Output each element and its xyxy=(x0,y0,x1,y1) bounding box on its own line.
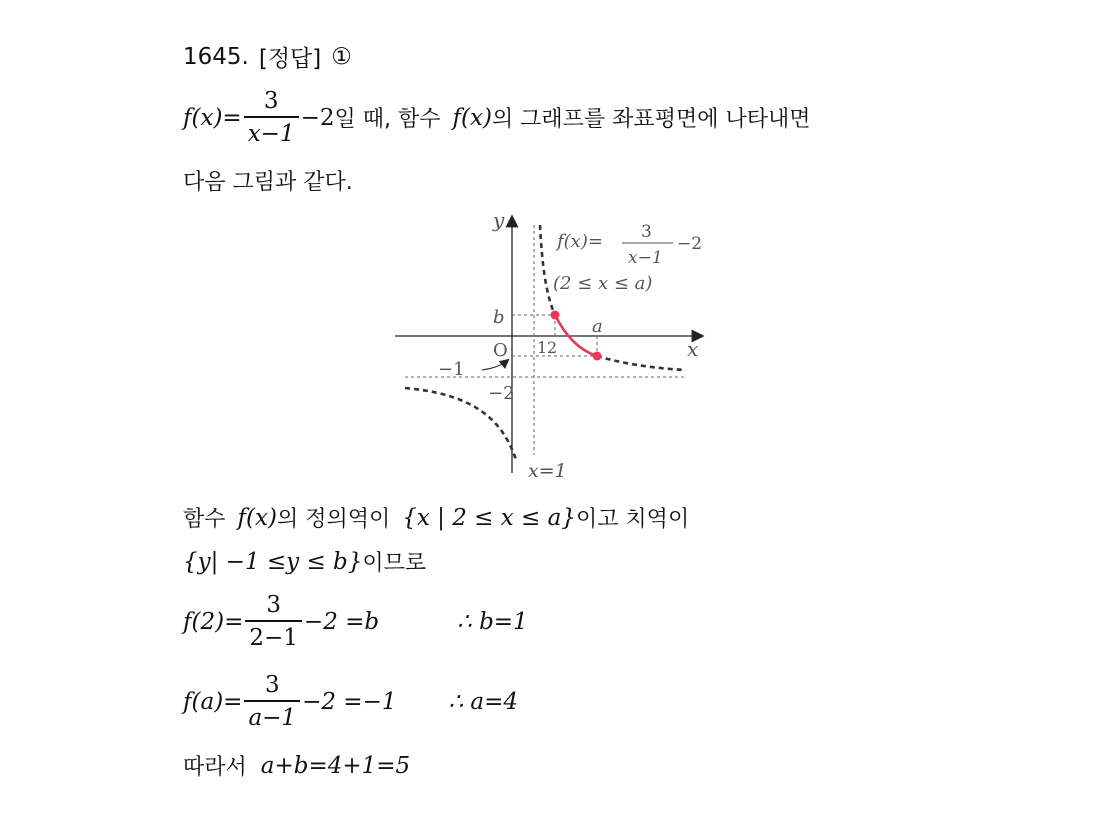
endpoint-start xyxy=(551,311,560,320)
graph-func-tail: −2 xyxy=(677,234,703,254)
intro-line2 xyxy=(183,165,353,196)
answer-label: [정답] xyxy=(258,46,322,72)
intro-func-lhs: f(x)= xyxy=(183,104,242,131)
tick-label-b: b xyxy=(493,307,505,328)
function-graph xyxy=(390,205,720,485)
intro-text1: 일 때, 함수 xyxy=(334,107,441,133)
eq2-num: 3 xyxy=(264,672,280,698)
graph-func-den: x−1 xyxy=(628,248,663,268)
eq1-den: 2−1 xyxy=(249,624,298,651)
eq2-rhs: −2 =−1 xyxy=(302,688,397,715)
equation-2 xyxy=(183,670,518,734)
y-axis-label: y xyxy=(493,208,505,232)
intro-func-name: f(x) xyxy=(452,104,492,131)
body-t4: 이므로 xyxy=(362,551,427,576)
graph-domain: (2 ≤ x ≤ a) xyxy=(553,273,653,294)
endpoint-end xyxy=(593,352,602,361)
range-line xyxy=(183,546,426,577)
right-branch-lower xyxy=(597,356,685,370)
eq2-result: ∴ a=4 xyxy=(448,688,519,715)
eq2-fraction xyxy=(244,670,300,734)
intro-frac-num: 3 xyxy=(263,88,279,114)
eq1-result: ∴ b=1 xyxy=(457,608,528,635)
range-set: {y| −1 ≤y ≤ b} xyxy=(183,548,363,575)
intro-frac-den: x−1 xyxy=(247,120,295,147)
tick-label-1: 1 xyxy=(537,338,548,357)
tick-label-a: a xyxy=(592,316,603,337)
graph-func-num: 3 xyxy=(641,222,652,242)
origin-label: O xyxy=(493,340,508,361)
eq1-lhs: f(2)= xyxy=(183,608,244,635)
eq2-den: a−1 xyxy=(248,704,297,731)
domain-range-line xyxy=(183,502,689,533)
x-axis-label: x xyxy=(687,337,699,361)
problem-header xyxy=(183,40,352,73)
intro-text2: 의 그래프를 좌표평면에 나타내면 xyxy=(491,107,811,133)
neg1-pointer xyxy=(482,360,508,370)
answer-choice: ① xyxy=(331,43,352,70)
problem-number: 1645. xyxy=(183,43,249,70)
equation-1 xyxy=(183,590,528,654)
domain-set: {x | 2 ≤ x ≤ a} xyxy=(402,504,576,531)
right-branch-upper xyxy=(540,225,555,315)
intro-line2-text: 다음 그림과 같다. xyxy=(183,170,353,195)
intro-tail: −2 xyxy=(300,104,335,131)
final-prefix: 따라서 xyxy=(183,755,247,780)
final-line xyxy=(183,750,410,781)
body-t3: 이고 치역이 xyxy=(575,507,690,532)
intro-function-line xyxy=(183,86,810,150)
body-fx: f(x) xyxy=(237,504,277,531)
final-equation: a+b=4+1=5 xyxy=(260,752,411,779)
asymptote-label: x=1 xyxy=(528,460,567,482)
eq1-fraction xyxy=(245,590,302,654)
eq2-lhs: f(a)= xyxy=(183,688,243,715)
body-t2: 의 정의역이 xyxy=(276,507,391,532)
tick-label-2: 2 xyxy=(547,338,558,357)
eq1-rhs: −2 =b xyxy=(303,608,380,635)
eq1-num: 3 xyxy=(266,592,281,618)
graph-func-prefix: f(x)= xyxy=(557,231,603,252)
body-t1: 함수 xyxy=(183,507,226,532)
tick-label-neg1: −1 xyxy=(438,359,465,380)
intro-fraction xyxy=(244,86,299,150)
tick-label-neg2: −2 xyxy=(488,383,515,404)
